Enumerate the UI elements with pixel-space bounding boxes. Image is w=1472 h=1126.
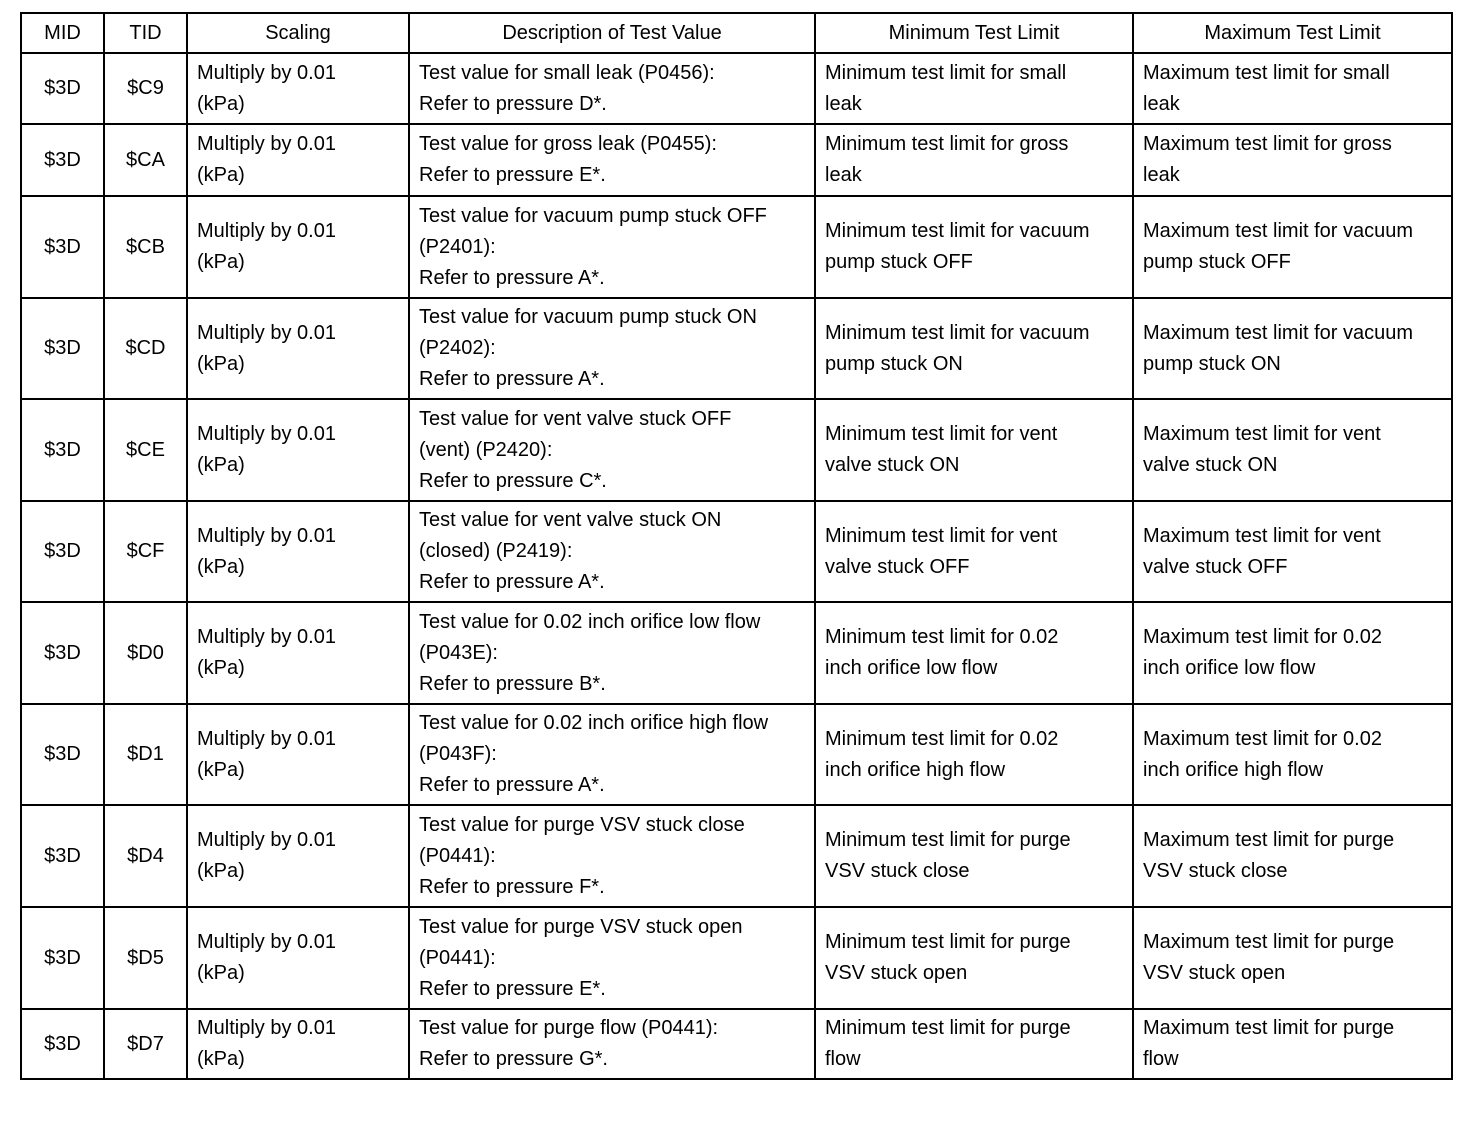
maximum-limit-cell: Maximum test limit for gross leak (1133, 124, 1452, 196)
tid-cell: $CB (104, 196, 187, 298)
minimum-limit-cell: Minimum test limit for gross leak (815, 124, 1133, 196)
description-cell: Test value for 0.02 inch orifice high flow (P043F): Refer to pressure A*. (409, 704, 815, 805)
scaling-cell: Multiply by 0.01 (kPa) (187, 298, 409, 399)
minimum-limit-cell: Minimum test limit for 0.02 inch orifice low flow (815, 602, 1133, 704)
minimum-limit-cell: Minimum test limit for vent valve stuck ON (815, 399, 1133, 501)
table-row (21, 1009, 1452, 1079)
mid-cell: $3D (21, 805, 104, 907)
header-minimum-limit: Minimum Test Limit (815, 13, 1133, 53)
header-description: Description of Test Value (409, 13, 815, 53)
tid-cell: $CE (104, 399, 187, 501)
tid-cell: $D4 (104, 805, 187, 907)
mid-cell: $3D (21, 1009, 104, 1079)
table-row (21, 907, 1452, 1009)
scaling-cell: Multiply by 0.01 (kPa) (187, 501, 409, 602)
table-row (21, 602, 1452, 704)
scaling-cell: Multiply by 0.01 (kPa) (187, 196, 409, 298)
scaling-cell: Multiply by 0.01 (kPa) (187, 124, 409, 196)
mid-cell: $3D (21, 298, 104, 399)
header-scaling: Scaling (187, 13, 409, 53)
minimum-limit-cell: Minimum test limit for 0.02 inch orifice high flow (815, 704, 1133, 805)
minimum-limit-cell: Minimum test limit for small leak (815, 53, 1133, 124)
maximum-limit-cell: Maximum test limit for vacuum pump stuck ON (1133, 298, 1452, 399)
mid-cell: $3D (21, 907, 104, 1009)
tid-cell: $D7 (104, 1009, 187, 1079)
minimum-limit-cell: Minimum test limit for purge flow (815, 1009, 1133, 1079)
description-cell: Test value for vent valve stuck OFF (vent) (P2420): Refer to pressure C*. (409, 399, 815, 501)
scaling-cell: Multiply by 0.01 (kPa) (187, 602, 409, 704)
description-cell: Test value for gross leak (P0455): Refer to pressure E*. (409, 124, 815, 196)
header-mid: MID (21, 13, 104, 53)
tid-cell: $D5 (104, 907, 187, 1009)
scaling-cell: Multiply by 0.01 (kPa) (187, 53, 409, 124)
table-row (21, 298, 1452, 399)
description-cell: Test value for small leak (P0456): Refer to pressure D*. (409, 53, 815, 124)
minimum-limit-cell: Minimum test limit for vacuum pump stuck OFF (815, 196, 1133, 298)
test-limits-table (20, 12, 1453, 1080)
maximum-limit-cell: Maximum test limit for purge flow (1133, 1009, 1452, 1079)
header-row (21, 13, 1452, 53)
maximum-limit-cell: Maximum test limit for purge VSV stuck close (1133, 805, 1452, 907)
tid-cell: $CF (104, 501, 187, 602)
mid-cell: $3D (21, 124, 104, 196)
mid-cell: $3D (21, 53, 104, 124)
maximum-limit-cell: Maximum test limit for 0.02 inch orifice high flow (1133, 704, 1452, 805)
minimum-limit-cell: Minimum test limit for purge VSV stuck close (815, 805, 1133, 907)
mid-cell: $3D (21, 501, 104, 602)
maximum-limit-cell: Maximum test limit for vent valve stuck OFF (1133, 501, 1452, 602)
scaling-cell: Multiply by 0.01 (kPa) (187, 1009, 409, 1079)
table-row (21, 704, 1452, 805)
maximum-limit-cell: Maximum test limit for purge VSV stuck open (1133, 907, 1452, 1009)
tid-cell: $C9 (104, 53, 187, 124)
maximum-limit-cell: Maximum test limit for vent valve stuck ON (1133, 399, 1452, 501)
description-cell: Test value for vacuum pump stuck ON (P2402): Refer to pressure A*. (409, 298, 815, 399)
header-tid: TID (104, 13, 187, 53)
minimum-limit-cell: Minimum test limit for vacuum pump stuck ON (815, 298, 1133, 399)
header-maximum-limit: Maximum Test Limit (1133, 13, 1452, 53)
scaling-cell: Multiply by 0.01 (kPa) (187, 805, 409, 907)
scaling-cell: Multiply by 0.01 (kPa) (187, 399, 409, 501)
tid-cell: $CA (104, 124, 187, 196)
description-cell: Test value for vacuum pump stuck OFF (P2401): Refer to pressure A*. (409, 196, 815, 298)
maximum-limit-cell: Maximum test limit for vacuum pump stuck OFF (1133, 196, 1452, 298)
table-row (21, 501, 1452, 602)
mid-cell: $3D (21, 704, 104, 805)
mid-cell: $3D (21, 399, 104, 501)
description-cell: Test value for 0.02 inch orifice low flow (P043E): Refer to pressure B*. (409, 602, 815, 704)
scaling-cell: Multiply by 0.01 (kPa) (187, 907, 409, 1009)
scaling-cell: Multiply by 0.01 (kPa) (187, 704, 409, 805)
table-row (21, 124, 1452, 196)
table-row (21, 805, 1452, 907)
tid-cell: $D1 (104, 704, 187, 805)
description-cell: Test value for purge VSV stuck open (P0441): Refer to pressure E*. (409, 907, 815, 1009)
description-cell: Test value for vent valve stuck ON (closed) (P2419): Refer to pressure A*. (409, 501, 815, 602)
mid-cell: $3D (21, 602, 104, 704)
description-cell: Test value for purge VSV stuck close (P0441): Refer to pressure F*. (409, 805, 815, 907)
mid-cell: $3D (21, 196, 104, 298)
table-row (21, 53, 1452, 124)
minimum-limit-cell: Minimum test limit for purge VSV stuck open (815, 907, 1133, 1009)
maximum-limit-cell: Maximum test limit for small leak (1133, 53, 1452, 124)
table-row (21, 196, 1452, 298)
description-cell: Test value for purge flow (P0441): Refer to pressure G*. (409, 1009, 815, 1079)
maximum-limit-cell: Maximum test limit for 0.02 inch orifice low flow (1133, 602, 1452, 704)
tid-cell: $CD (104, 298, 187, 399)
tid-cell: $D0 (104, 602, 187, 704)
minimum-limit-cell: Minimum test limit for vent valve stuck OFF (815, 501, 1133, 602)
table-row (21, 399, 1452, 501)
